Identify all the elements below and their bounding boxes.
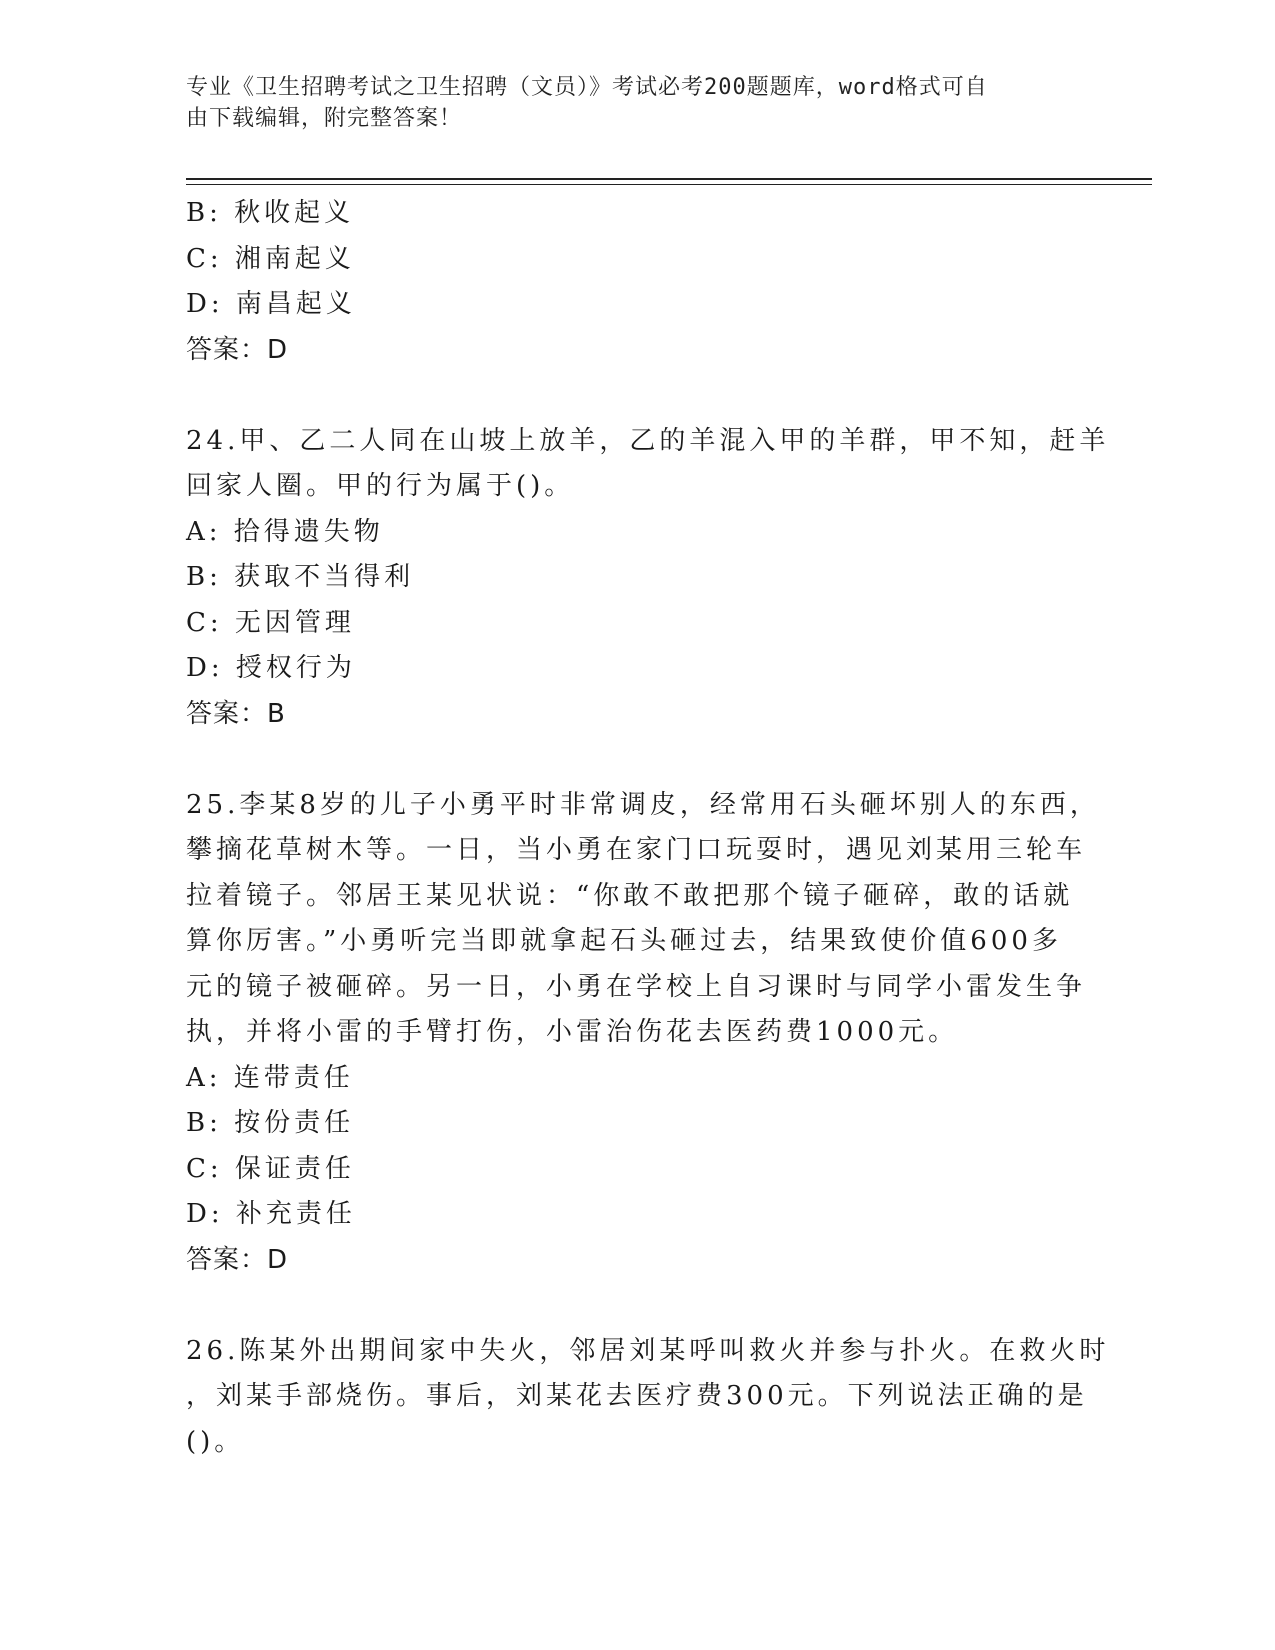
option-c: C: 湘南起义 <box>186 243 355 274</box>
header-line-1: 专业《卫生招聘考试之卫生招聘（文员）》考试必考200题题库，word格式可自 <box>186 75 988 100</box>
option-a: A: 连带责任 <box>186 1062 354 1093</box>
question-24-answer: 答案：B <box>186 698 286 729</box>
spacer <box>186 737 1066 783</box>
question-line: 执，并将小雷的手臂打伤，小雷治伤花去医药费1000元。 <box>186 1017 959 1047</box>
question-24-stem <box>186 419 1110 510</box>
question-line: ，刘某手部烧伤。事后，刘某花去医疗费300元。下列说法正确的是 <box>186 1381 1088 1411</box>
question-25-options <box>186 1056 1066 1238</box>
question-line: 24.甲、乙二人同在山坡上放羊，乙的羊混入甲的羊群，甲不知，赶羊 <box>186 425 1110 456</box>
option-b: B: 按份责任 <box>186 1108 355 1138</box>
question-23-options <box>186 191 1066 328</box>
question-26-stem <box>186 1329 1110 1466</box>
header-line-2: 由下载编辑，附完整答案！ <box>186 106 463 131</box>
spacer <box>186 373 1066 419</box>
option-a: A: 拾得遗失物 <box>186 516 384 547</box>
question-24-options <box>186 510 1066 692</box>
option-d: D: 补充责任 <box>186 1199 356 1229</box>
question-line: 26.陈某外出期间家中失火，邻居刘某呼叫救火并参与扑火。在救火时 <box>186 1335 1110 1366</box>
question-line: 攀摘花草树木等。一日，当小勇在家门口玩耍时，遇见刘某用三轮车 <box>186 835 1087 865</box>
question-line: 拉着镜子。邻居王某见状说：“你敢不敢把那个镜子砸碎，敢的话就 <box>186 880 1074 911</box>
option-c: C: 保证责任 <box>186 1153 355 1184</box>
option-c: C: 无因管理 <box>186 607 355 638</box>
question-line: ()。 <box>186 1426 245 1457</box>
option-b: B: 秋收起义 <box>186 198 355 228</box>
document-header <box>186 72 1066 134</box>
option-d: D: 授权行为 <box>186 653 356 683</box>
question-line: 25.李某8岁的儿子小勇平时非常调皮，经常用石头砸坏别人的东西， <box>186 789 1100 820</box>
question-content <box>186 191 1110 1465</box>
header-divider-thick <box>186 178 1152 180</box>
option-d: D: 南昌起义 <box>186 289 356 319</box>
spacer <box>186 1283 1066 1329</box>
question-25-answer: 答案：D <box>186 1244 289 1275</box>
header-divider-thin <box>186 184 1152 185</box>
question-line: 回家人圈。甲的行为属于()。 <box>186 471 575 501</box>
option-b: B: 获取不当得利 <box>186 562 415 592</box>
question-25-stem <box>186 783 1100 1056</box>
question-23-answer: 答案：D <box>186 334 289 365</box>
question-line: 元的镜子被砸碎。另一日，小勇在学校上自习课时与同学小雷发生争 <box>186 971 1087 1002</box>
question-line: 算你厉害。”小勇听完当即就拿起石头砸过去，结果致使价值600多 <box>186 926 1062 956</box>
